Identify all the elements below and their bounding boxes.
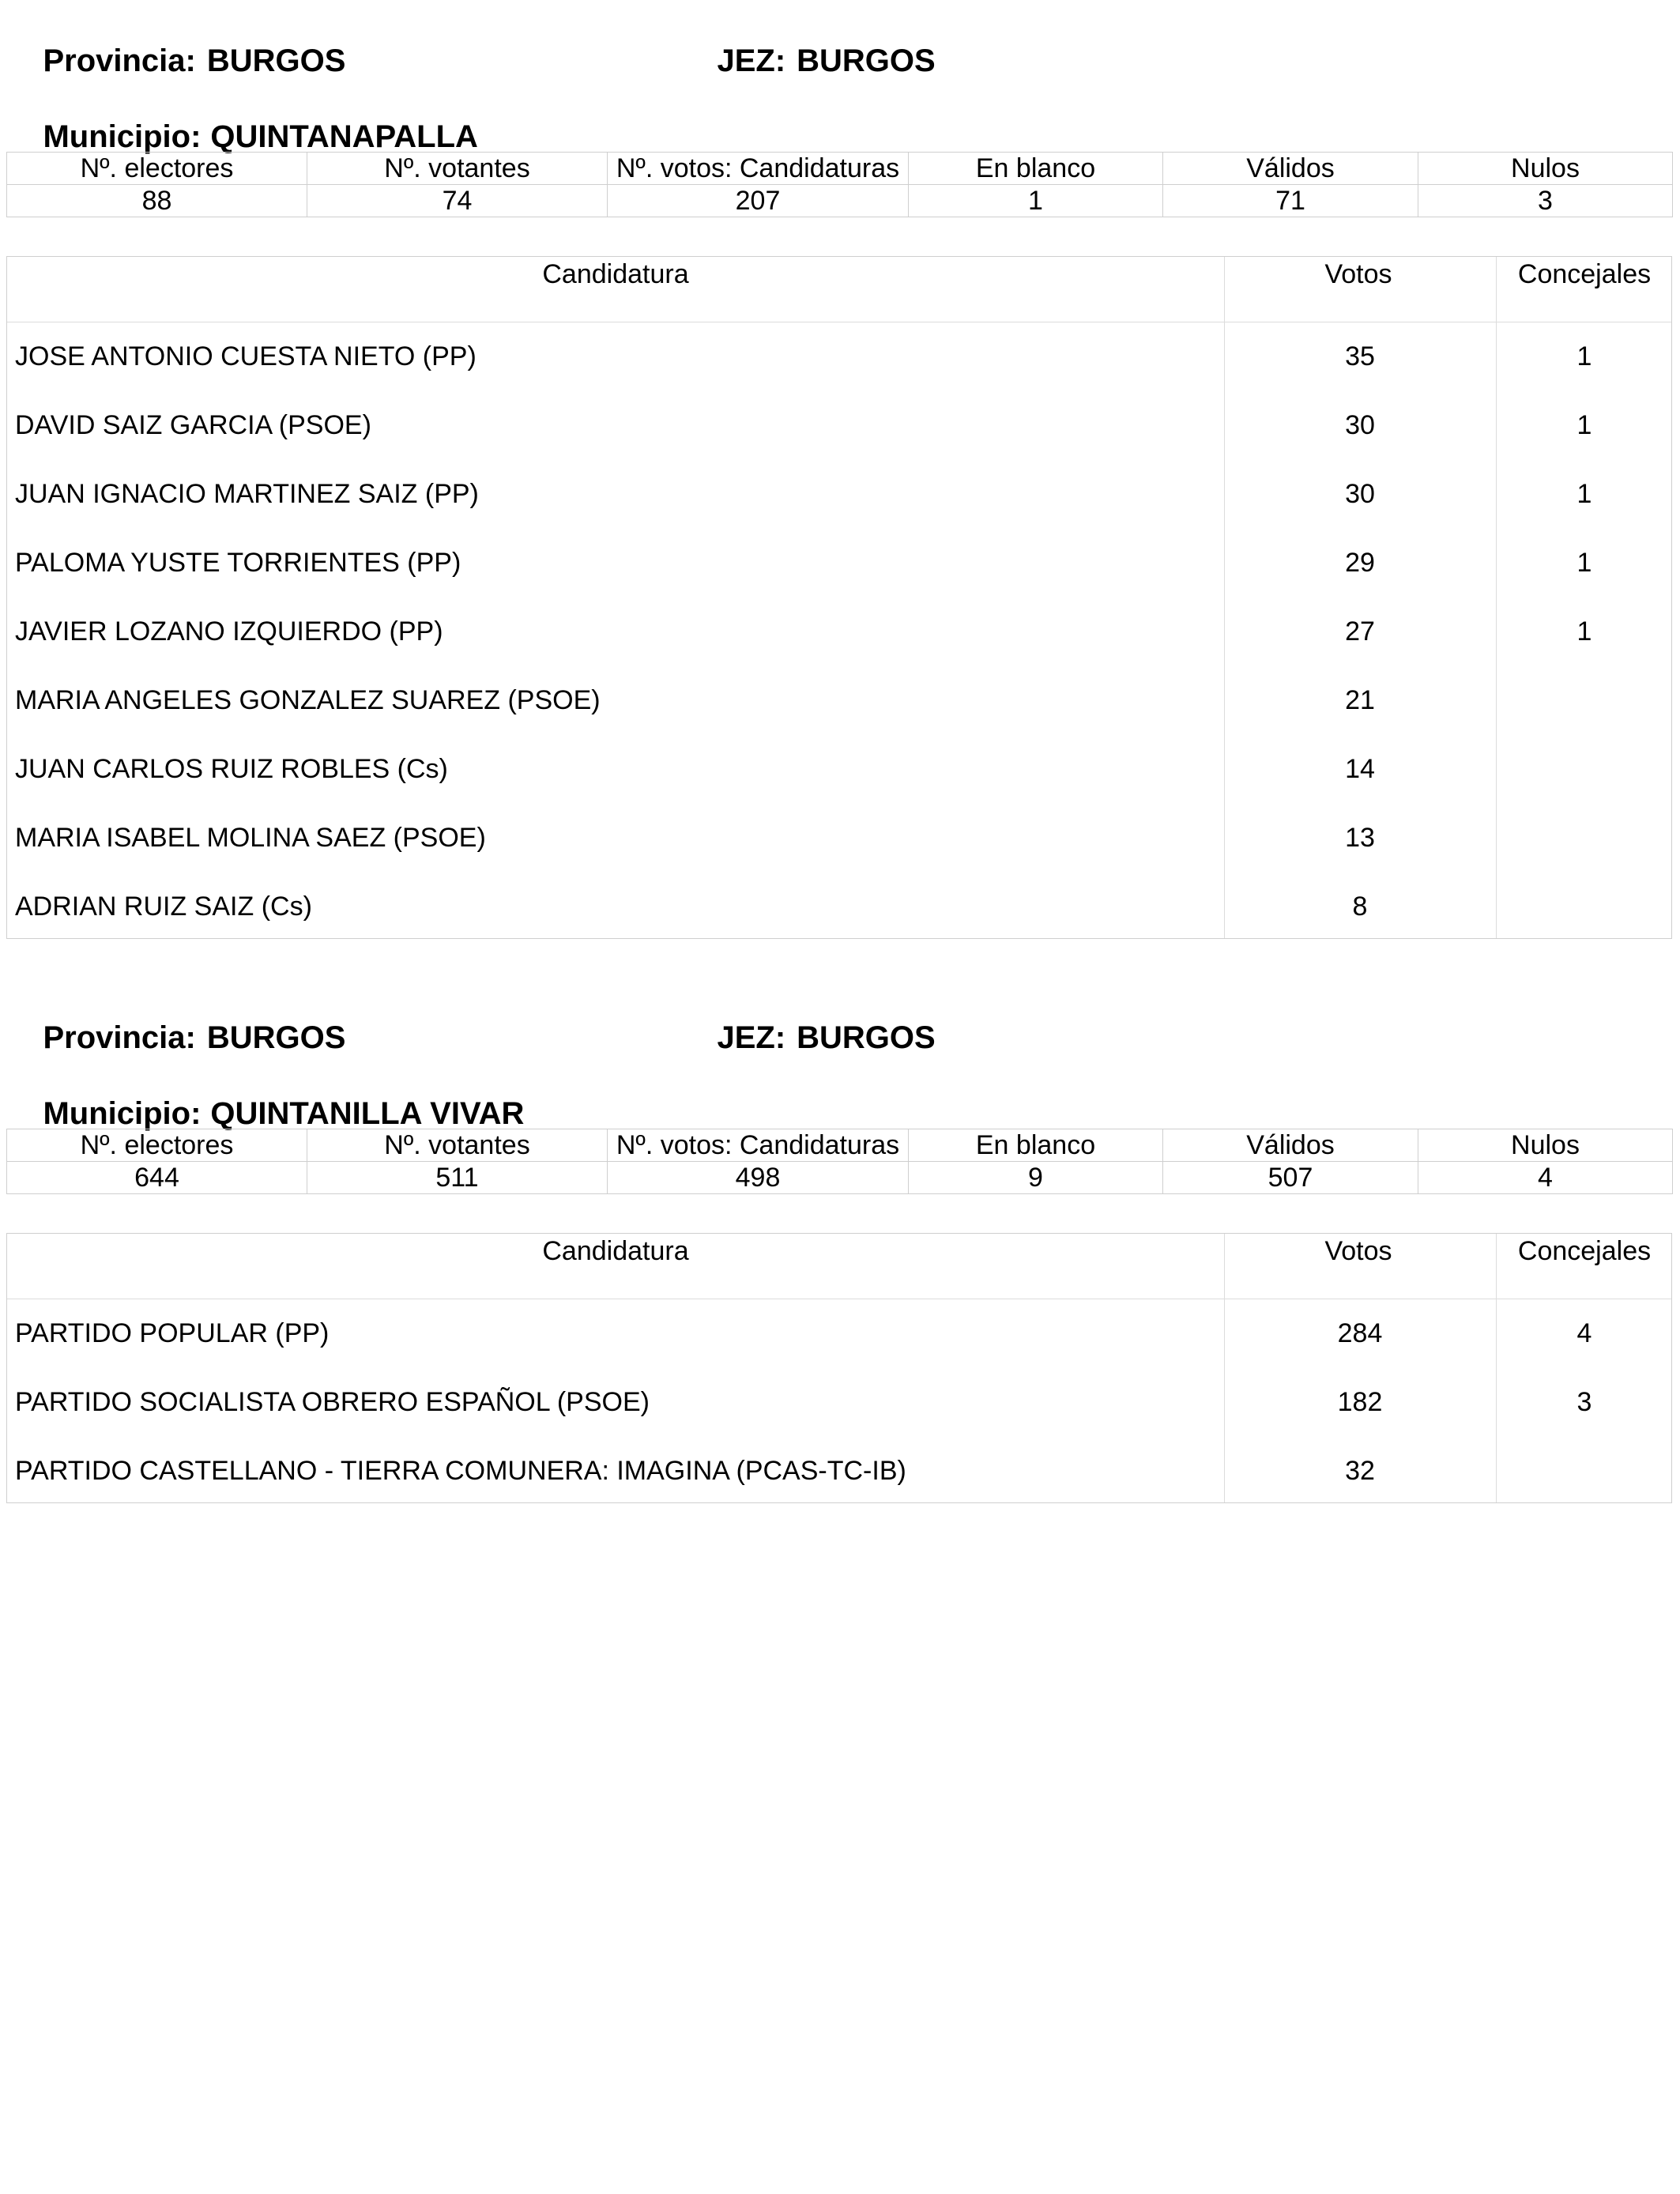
- candidate-row: [7, 1368, 1671, 1437]
- candidate-name: JUAN IGNACIO MARTINEZ SAIZ (PP): [15, 479, 479, 509]
- summary-header-row: [7, 1129, 1673, 1162]
- municipio-label: Municipio:: [43, 119, 202, 154]
- summary-value-row: [7, 1162, 1673, 1194]
- candidates-header-row: [7, 257, 1671, 322]
- summary-value-cell: 9: [909, 1162, 1163, 1194]
- candidate-row: [7, 529, 1671, 598]
- jez-value: BURGOS: [797, 1020, 936, 1055]
- summary-header-cell: Nº. electores: [7, 1129, 307, 1162]
- votos-header: Votos: [1324, 259, 1392, 289]
- summary-value-cell: 207: [608, 185, 909, 217]
- candidate-votes: 284: [1337, 1318, 1383, 1348]
- summary-value-cell: 74: [307, 185, 608, 217]
- candidate-votes: 29: [1345, 548, 1375, 578]
- summary-value-cell: 71: [1163, 185, 1418, 217]
- candidate-votes: 35: [1345, 341, 1375, 371]
- votos-header: Votos: [1324, 1236, 1392, 1266]
- summary-value-cell: 498: [608, 1162, 909, 1194]
- municipio-label: Municipio:: [43, 1096, 202, 1131]
- candidate-name: PARTIDO CASTELLANO - TIERRA COMUNERA: IMAGINA (PCAS-TC-IB): [15, 1456, 906, 1486]
- provincia-value: BURGOS: [206, 1020, 346, 1055]
- summary-table: [6, 152, 1673, 217]
- candidate-name: ADRIAN RUIZ SAIZ (Cs): [15, 892, 312, 922]
- candidate-votes: 30: [1345, 410, 1375, 440]
- summary-value-cell: 507: [1163, 1162, 1418, 1194]
- candidate-concejales: 3: [1576, 1387, 1592, 1417]
- candidate-name: JUAN CARLOS RUIZ ROBLES (Cs): [15, 754, 448, 784]
- candidate-row: [7, 322, 1671, 391]
- candidate-row: [7, 735, 1671, 804]
- candidate-row: [7, 873, 1671, 941]
- summary-header-cell: Nº. electores: [7, 153, 307, 185]
- summary-value-cell: 644: [7, 1162, 307, 1194]
- summary-header-cell: Válidos: [1163, 153, 1418, 185]
- summary-value-cell: 88: [7, 185, 307, 217]
- summary-header-cell: Nº. votos: Candidaturas: [608, 1129, 909, 1162]
- summary-value-row: [7, 185, 1673, 217]
- municipio-value: QUINTANILLA VIVAR: [210, 1096, 525, 1131]
- summary-value-cell: 4: [1418, 1162, 1673, 1194]
- summary-header-row: [7, 153, 1673, 185]
- candidate-votes: 30: [1345, 479, 1375, 509]
- summary-table: [6, 1129, 1673, 1194]
- candidate-row: [7, 598, 1671, 666]
- candidate-row: [7, 460, 1671, 529]
- candidatura-header: Candidatura: [542, 1236, 689, 1266]
- candidates-table: [6, 256, 1672, 939]
- candidate-name: MARIA ISABEL MOLINA SAEZ (PSOE): [15, 823, 486, 853]
- summary-header-cell: Nº. votantes: [307, 1129, 608, 1162]
- candidate-row: [7, 1299, 1671, 1368]
- summary-header-cell: En blanco: [909, 1129, 1163, 1162]
- candidate-votes: 13: [1345, 823, 1375, 853]
- candidate-name: JAVIER LOZANO IZQUIERDO (PP): [15, 616, 443, 647]
- jez-header: [682, 983, 936, 1092]
- candidatura-header: Candidatura: [542, 259, 689, 289]
- candidate-row: [7, 1437, 1671, 1506]
- candidate-votes: 32: [1345, 1456, 1375, 1486]
- candidate-name: PALOMA YUSTE TORRIENTES (PP): [15, 548, 461, 578]
- candidate-row: [7, 666, 1671, 735]
- candidates-header-row: [7, 1234, 1671, 1299]
- jez-value: BURGOS: [797, 43, 936, 78]
- concejales-header: Concejales: [1517, 1236, 1652, 1266]
- candidate-name: JOSE ANTONIO CUESTA NIETO (PP): [15, 341, 477, 371]
- summary-header-cell: Nulos: [1418, 1129, 1673, 1162]
- candidates-table: [6, 1233, 1672, 1503]
- candidate-votes: 8: [1352, 892, 1368, 922]
- summary-value-cell: 3: [1418, 185, 1673, 217]
- candidate-name: PARTIDO POPULAR (PP): [15, 1318, 330, 1348]
- provincia-value: BURGOS: [206, 43, 346, 78]
- jez-label: JEZ:: [717, 1020, 786, 1055]
- summary-header-cell: Nº. votantes: [307, 153, 608, 185]
- concejales-header: Concejales: [1517, 259, 1652, 289]
- candidate-row: [7, 804, 1671, 873]
- summary-header-cell: Nº. votos: Candidaturas: [608, 153, 909, 185]
- candidate-votes: 21: [1345, 685, 1375, 715]
- provincia-label: Provincia:: [43, 1020, 196, 1055]
- jez-header: [682, 6, 936, 115]
- candidate-votes: 27: [1345, 616, 1375, 647]
- municipio-value: QUINTANAPALLA: [210, 119, 478, 154]
- candidate-name: MARIA ANGELES GONZALEZ SUAREZ (PSOE): [15, 685, 601, 715]
- candidate-concejales: 1: [1576, 341, 1592, 371]
- candidate-concejales: 1: [1576, 479, 1592, 509]
- summary-header-cell: Válidos: [1163, 1129, 1418, 1162]
- summary-value-cell: 511: [307, 1162, 608, 1194]
- candidate-votes: 14: [1345, 754, 1375, 784]
- candidate-concejales: 1: [1576, 410, 1592, 440]
- summary-header-cell: Nulos: [1418, 153, 1673, 185]
- candidate-name: DAVID SAIZ GARCIA (PSOE): [15, 410, 371, 440]
- candidate-row: [7, 391, 1671, 460]
- candidate-name: PARTIDO SOCIALISTA OBRERO ESPAÑOL (PSOE): [15, 1387, 650, 1417]
- summary-header-cell: En blanco: [909, 153, 1163, 185]
- candidate-concejales: 1: [1576, 548, 1592, 578]
- candidate-votes: 182: [1337, 1387, 1383, 1417]
- candidate-concejales: 4: [1576, 1318, 1592, 1348]
- jez-label: JEZ:: [717, 43, 786, 78]
- candidate-concejales: 1: [1576, 616, 1592, 647]
- summary-value-cell: 1: [909, 185, 1163, 217]
- provincia-label: Provincia:: [43, 43, 196, 78]
